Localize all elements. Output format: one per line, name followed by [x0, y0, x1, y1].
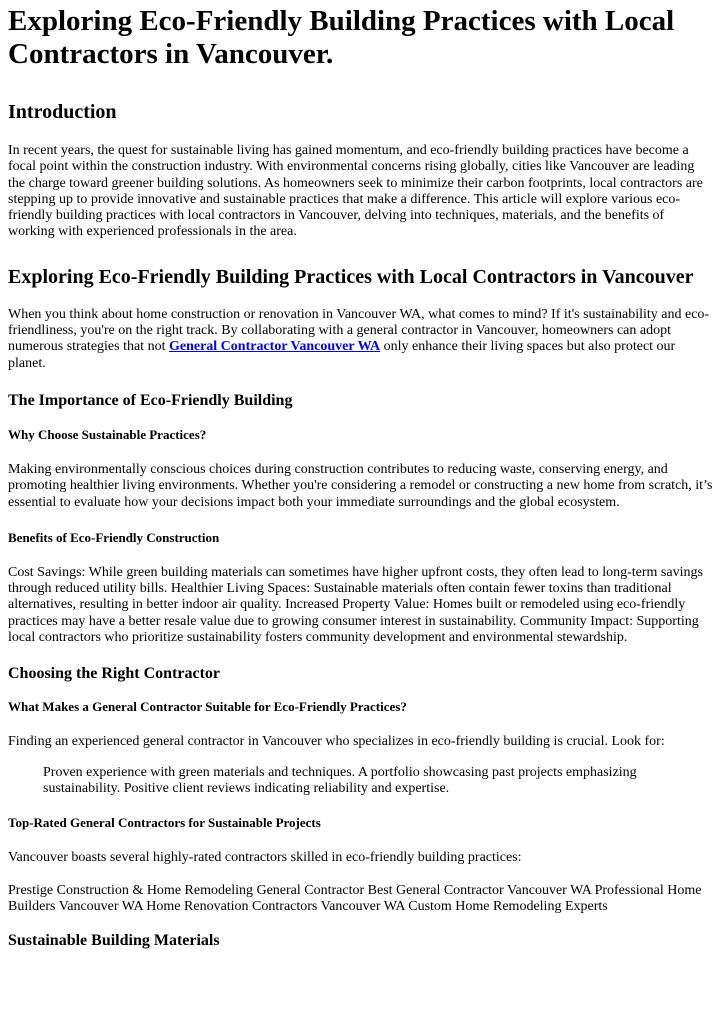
boasts-paragraph: Vancouver boasts several highly-rated contractors skilled in eco-friendly building practices:	[8, 850, 522, 866]
finding-paragraph: Finding an experienced general contractor in Vancouver who specializes in eco-friendly building is crucial. Look for:	[8, 734, 665, 750]
choosing-heading: Choosing the Right Contractor	[8, 665, 220, 683]
section-paragraph-end: only enhance their living spaces but also protect our planet.	[8, 339, 676, 371]
section-paragraph	[8, 307, 714, 372]
look-for-quote: Proven experience with green materials and techniques. A portfolio showcasing past projects emphasizing sustainability. Positive client reviews indicating reliability and expertise.	[43, 764, 637, 796]
benefits-heading: Benefits of Eco-Friendly Construction	[8, 529, 220, 545]
materials-heading: Sustainable Building Materials	[8, 932, 220, 950]
page-title: Exploring Eco-Friendly Building Practices with Local Contractors in Vancouver.	[8, 5, 675, 70]
intro-paragraph: In recent years, the quest for sustainable living has gained momentum, and eco-friendly building practices have become a focal point within the construction industry. With environmental concerns rising globally, cities like Vancouver are leading the charge toward greener building solutions. As homeowners seek to minimize their carbon footprints, local contractors are stepping up to provide innovative and sustainable practices that make a difference. This article will explore various eco-friendly building practices with local contractors in Vancouver, delving into techniques, materials, and the benefits of working with experienced professionals in the area.	[8, 143, 703, 240]
section-heading: Exploring Eco-Friendly Building Practices with Local Contractors in Vancouver	[8, 265, 694, 288]
contractors-paragraph: Prestige Construction & Home Remodeling General Contractor Best General Contractor Vancouver WA Professional Home Builders Vancouver WA Home Renovation Contractors Vancouver WA Custom Home Remodeling Experts	[8, 882, 702, 914]
importance-heading: The Importance of Eco-Friendly Building	[8, 391, 293, 409]
intro-heading: Introduction	[8, 101, 117, 123]
section-paragraph-start: When you think about home construction or renovation in Vancouver WA, what comes to mind? If it's sustainability and eco-friendliness, you're on the right track. By collaborating with a general contractor in Vancouver, homeowners can adopt numerous strategies that not	[8, 306, 710, 355]
top-rated-heading: Top-Rated General Contractors for Sustainable Projects	[8, 815, 321, 831]
benefits-paragraph: Cost Savings: While green building materials can sometimes have higher upfront costs, they often lead to long-term savings through reduced utility bills. Healthier Living Spaces: Sustainable materials often contain fewer toxins than traditional alternatives, resulting in better indoor air quality. Increased Property Value: Homes built or remodeled using eco-friendly practices may have a better resale value due to growing consumer interest in sustainability. Community Impact: Supporting local contractors who prioritize sustainability fosters community development and environmental stewardship.	[8, 564, 703, 646]
why-paragraph: Making environmentally conscious choices during construction contributes to reducing waste, conserving energy, and promoting healthier living environments. Whether you're considering a remodel or constructing a new home from scratch, it’s essential to evaluate how your decisions impact both your immediate surroundings and the global ecosystem.	[8, 461, 713, 510]
general-contractor-link[interactable]: General Contractor Vancouver WA	[168, 339, 381, 355]
article	[0, 5, 720, 950]
what-makes-heading: What Makes a General Contractor Suitable for Eco-Friendly Practices?	[8, 699, 407, 715]
why-heading: Why Choose Sustainable Practices?	[8, 426, 207, 442]
